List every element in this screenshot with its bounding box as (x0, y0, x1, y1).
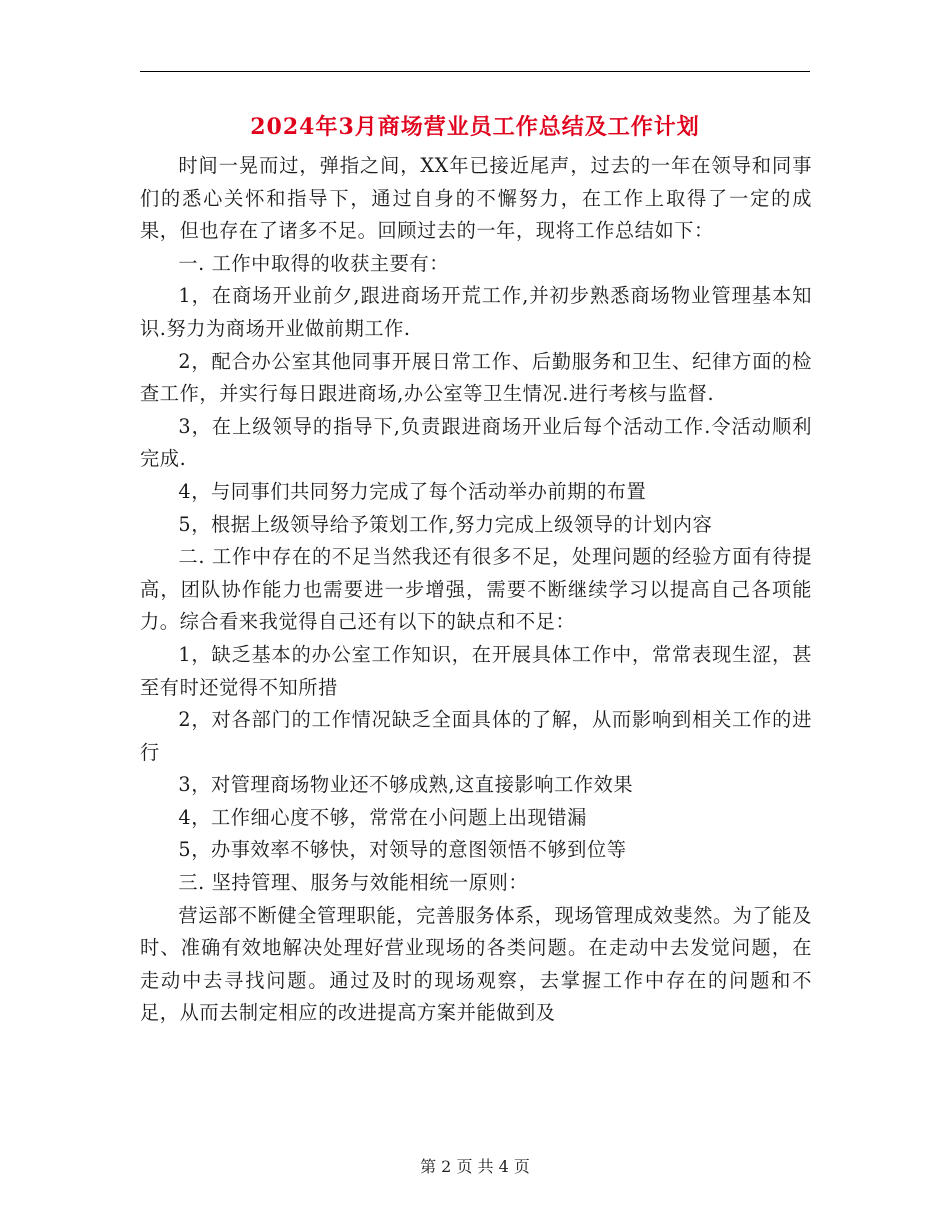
paragraph: 2，配合办公室其他同事开展日常工作、后勤服务和卫生、纪律方面的检查工作，并实行每日跟进商场,办公室等卫生情况.进行考核与监督. (140, 349, 812, 406)
paragraph: 4，工作细心度不够，常常在小问题上出现错漏 (178, 805, 587, 829)
document-body (140, 150, 812, 1030)
paragraph: 2，对各部门的工作情况缺乏全面具体的了解，从而影响到相关工作的进行 (140, 708, 812, 764)
paragraph: 5，根据上级领导给予策划工作,努力完成上级领导的计划内容 (178, 512, 713, 536)
header-rule (140, 71, 810, 72)
paragraph: 3，在上级领导的指导下,负责跟进商场开业后每个活动工作.令活动顺利完成. (140, 414, 812, 471)
document-title: 2024年3月商场营业员工作总结及工作计划 (250, 114, 700, 140)
paragraph: 1，缺乏基本的办公室工作知识，在开展具体工作中，常常表现生涩，甚至有时还觉得不知所措 (140, 642, 812, 699)
paragraph: 4，与同事们共同努力完成了每个活动举办前期的布置 (178, 479, 647, 503)
paragraph: 二. 工作中存在的不足当然我还有很多不足，处理问题的经验方面有待提高，团队协作能力也需要进一步增强，需要不断继续学习以提高自己各项能力。综合看来我觉得自己还有以下的缺点和不足： (140, 545, 812, 634)
page-number-footer: 第 2 页 共 4 页 (420, 1157, 530, 1176)
paragraph: 营运部不断健全管理职能，完善服务体系，现场管理成效斐然。为了能及时、准确有效地解决处理好营业现场的各类问题。在走动中去发觉问题，在走动中去寻找问题。通过及时的现场观察，去掌握工作中存在的问题和不足，从而去制定相应的改进提高方案并能做到及 (140, 903, 812, 1025)
paragraph: 一. 工作中取得的收获主要有： (178, 251, 450, 275)
paragraph: 3，对管理商场物业还不够成熟,这直接影响工作效果 (178, 773, 634, 797)
paragraph: 三. 坚持管理、服务与效能相统一原则： (178, 871, 529, 895)
paragraph: 1，在商场开业前夕,跟进商场开荒工作,并初步熟悉商场物业管理基本知识.努力为商场开业做前期工作. (140, 284, 812, 340)
paragraph: 5，办事效率不够快，对领导的意图领悟不够到位等 (178, 838, 627, 862)
paragraph: 时间一晃而过，弹指之间，XX年已接近尾声，过去的一年在领导和同事们的悉心关怀和指导下，通过自身的不懈努力，在工作上取得了一定的成果，但也存在了诸多不足。回顾过去的一年，现将工作总结如下： (140, 154, 812, 243)
